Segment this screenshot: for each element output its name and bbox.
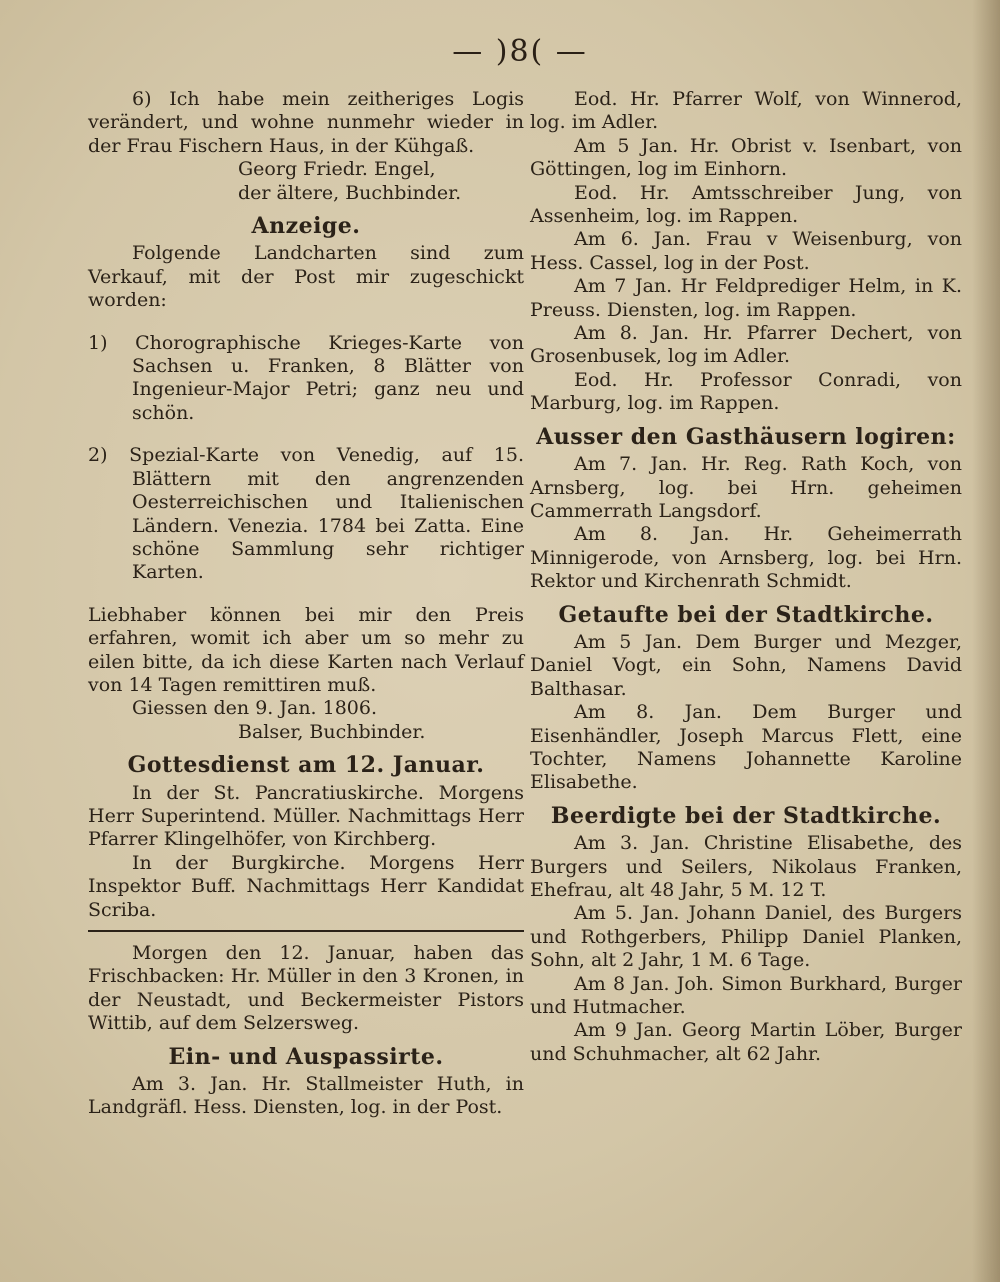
passirte-entry: Am 3. Jan. Hr. Stallmeister Huth, in Landgräfl. Hess. Diensten, log. in der Post.	[88, 1073, 524, 1119]
notice-signature-title: der ältere, Buchbinder.	[238, 181, 462, 204]
anzeige-place-date: Giessen den 9. Jan. 1806.	[132, 697, 378, 720]
gasthaus-entry: Am 8. Jan. Hr. Geheimerrath Minnigerode, von Arnsberg, log. bei Hrn. Rektor und Kirchenrath Schmidt.	[530, 523, 962, 593]
gottesdienst-burgkirche: In der Burgkirche. Morgens Herr Inspektor Buff. Nachmittags Herr Kandidat Scriba.	[88, 851, 524, 921]
anzeige-heading: Anzeige.	[251, 213, 361, 240]
passirte-entry: Am 6. Jan. Frau v Weisenburg, von Hess. Cassel, log in der Post.	[530, 228, 962, 274]
notice-text: 6) Ich habe mein zeitheriges Logis verändert, und wohne nunmehr wieder in der Frau Fischern Haus, in der Kühgaß.	[88, 88, 524, 157]
beerdigte-entry: Am 8 Jan. Joh. Simon Burkhard, Burger und Hutmacher.	[530, 972, 962, 1019]
notice-signature-name: Georg Friedr. Engel,	[238, 158, 436, 181]
beerdigte-heading: Beerdigte bei der Stadtkirche.	[550, 802, 942, 829]
getaufte-entry: Am 5 Jan. Dem Burger und Mezger, Daniel Vogt, ein Sohn, Namens David Balthasar.	[530, 630, 962, 700]
gasthaus-heading: Ausser den Gasthäusern logiren:	[536, 423, 956, 450]
section-divider	[88, 930, 524, 932]
passirte-entry: Am 7 Jan. Hr Feldprediger Helm, in K. Preuss. Diensten, log. im Rappen.	[530, 275, 962, 321]
passirte-entry: Eod. Hr. Amtsschreiber Jung, von Assenheim, log. im Rappen.	[530, 181, 962, 228]
gottesdienst-pancratius: In der St. Pancratiuskirche. Morgens Herr Superintend. Müller. Nachmittags Herr Pfarrer Klingelhöfer, von Kirchberg.	[88, 781, 524, 851]
passirte-entry: Eod. Hr. Professor Conradi, von Marburg, log. im Rappen.	[530, 368, 962, 415]
gottesdienst-heading: Gottesdienst am 12. Januar.	[127, 752, 485, 779]
left-column	[88, 88, 524, 1120]
anzeige-outro: Liebhaber können bei mir den Preis erfahren, womit ich aber um so mehr zu eilen bitte, da ich diese Karten nach Verlauf von 14 Tagen remittiren muß.	[88, 603, 524, 696]
gasthaus-entry: Am 7. Jan. Hr. Reg. Rath Koch, von Arnsberg, log. bei Hrn. geheimen Cammerrath Langsdorf.	[530, 453, 962, 522]
beerdigte-entry: Am 5. Jan. Johann Daniel, des Burgers und Rothgerbers, Philipp Daniel Planken, Sohn, alt 2 Jahr, 1 M. 6 Tage.	[530, 902, 962, 972]
page-number: — )8( —	[452, 34, 588, 69]
passirte-heading: Ein- und Auspassirte.	[168, 1043, 444, 1070]
anzeige-item-2: 2) Spezial-Karte von Venedig, auf 15. Blättern mit den angrenzenden Oesterreichischen und Italienischen Ländern. Venezia. 1784 bei Zatta. Eine schöne Sammlung sehr richtiger Karten.	[88, 444, 524, 584]
getaufte-heading: Getaufte bei der Stadtkirche.	[558, 601, 934, 628]
beerdigte-entry: Am 3. Jan. Christine Elisabethe, des Burgers und Seilers, Nikolaus Franken, Ehefrau, alt 48 Jahr, 5 M. 12 T.	[530, 832, 962, 901]
passirte-entry: Am 8. Jan. Hr. Pfarrer Dechert, von Grosenbusek, log im Adler.	[530, 322, 962, 368]
passirte-entry: Eod. Hr. Pfarrer Wolf, von Winnerod, log. im Adler.	[530, 88, 962, 134]
right-column	[530, 88, 962, 1066]
anzeige-signature: Balser, Buchbinder.	[238, 720, 426, 743]
frischbacken-notice: Morgen den 12. Januar, haben das Frischbacken: Hr. Müller in den 3 Kronen, in der Neustadt, und Beckermeister Pistors Wittib, auf dem Selzersweg.	[88, 942, 524, 1035]
passirte-entry: Am 5 Jan. Hr. Obrist v. Isenbart, von Göttingen, log im Einhorn.	[530, 134, 962, 181]
anzeige-item-1: 1) Chorographische Krieges-Karte von Sachsen u. Franken, 8 Blätter von Ingenieur-Major Petri; ganz neu und schön.	[88, 331, 524, 424]
getaufte-entry: Am 8. Jan. Dem Burger und Eisenhändler, Joseph Marcus Flett, eine Tochter, Namens Johannette Karoline Elisabethe.	[530, 701, 962, 794]
beerdigte-entry: Am 9 Jan. Georg Martin Löber, Burger und Schuhmacher, alt 62 Jahr.	[530, 1019, 962, 1065]
page-edge-shadow	[972, 0, 1000, 1282]
anzeige-intro: Folgende Landcharten sind zum Verkauf, mit der Post mir zugeschickt worden:	[88, 242, 524, 312]
